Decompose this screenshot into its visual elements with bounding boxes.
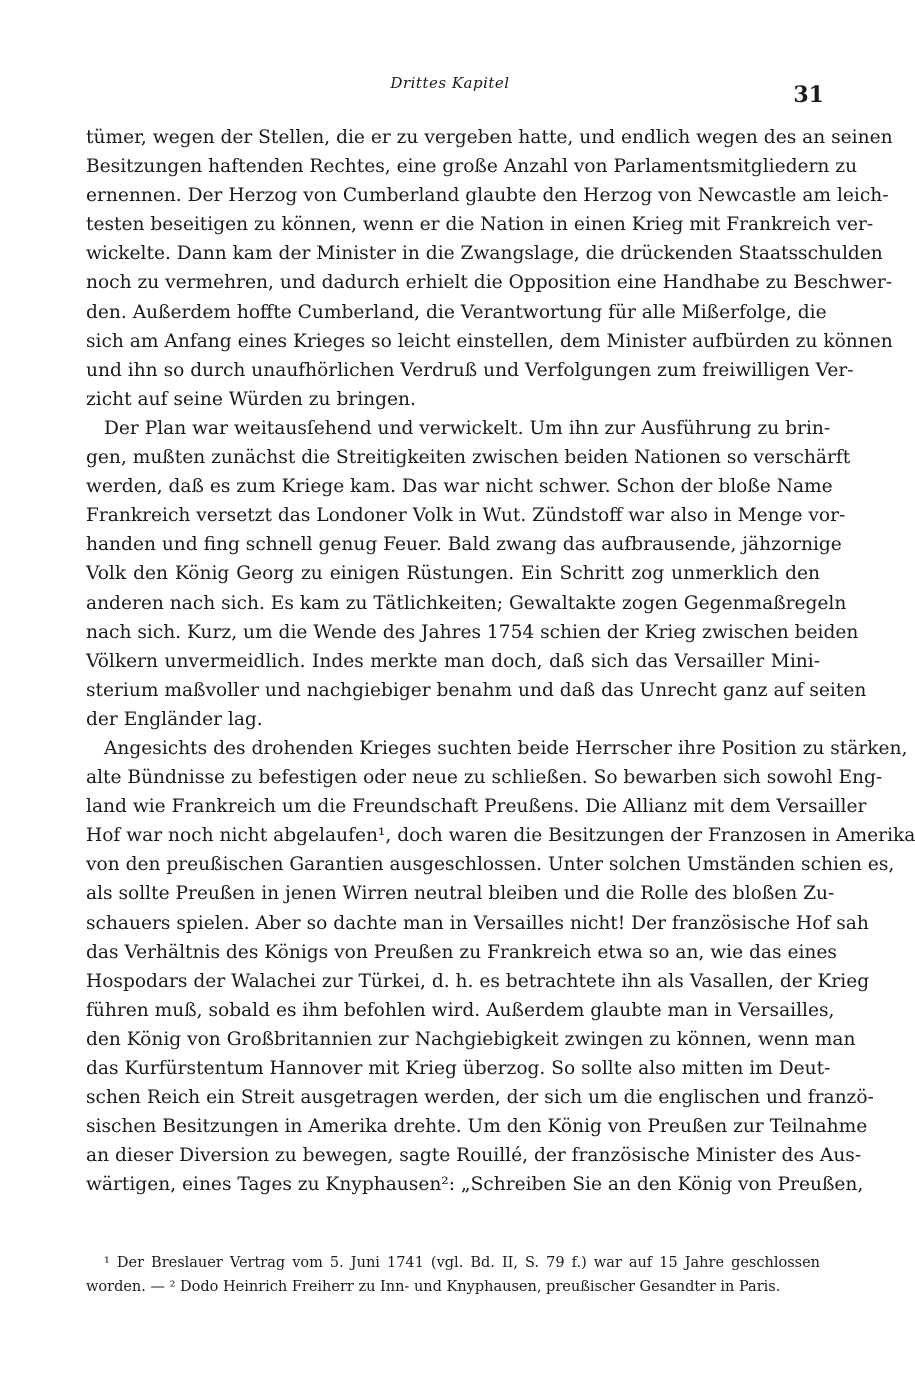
footnote-line: ¹ Der Breslauer Vertrag vom 5. Juni 1741 (vgl. Bd. II, S. 79 f.) war auf 15 Jahre geschlossen [104,1255,820,1271]
text-line: Völkern unvermeidlich. Indes merkte man doch, daß sich das Versailler Mini- [86,650,820,672]
text-line: der Engländer lag. [86,708,263,730]
text-line: testen beseitigen zu können, wenn er die Nation in einen Krieg mit Frankreich ver- [86,214,874,236]
paragraph [86,414,867,734]
body-text [86,123,915,1199]
text-line: Angesichts des drohenden Krieges suchten beide Herrscher ihre Position zu stärken, [104,737,908,759]
running-title: Drittes Kapitel [390,74,510,92]
text-line: den König von Großbritannien zur Nachgiebigkeit zwingen zu können, wenn man [86,1028,856,1050]
text-line: alte Bündnisse zu befestigen oder neue zu schließen. So bewarben sich sowohl Eng- [86,767,883,789]
paragraph [86,734,915,1200]
text-line: Hospodars der Walachei zur Türkei, d. h. es betrachtete ihn als Vasallen, der Krieg [86,970,870,992]
text-line: führen muß, sobald es ihm befohlen wird. Außerdem glaubte man in Versailles, [86,999,835,1021]
text-line: das Kurfürstentum Hannover mit Krieg überzog. So sollte also mitten im Deut- [86,1058,831,1079]
text-line: von den preußischen Garantien ausgeschlossen. Unter solchen Umständen schien es, [86,854,895,876]
paragraph [86,123,893,414]
text-line: land wie Frankreich um die Freundschaft Preußens. Die Allianz mit dem Versailler [86,796,867,818]
text-line: wickelte. Dann kam der Minister in die Zwangslage, die drückenden Staatsschulden [86,243,883,265]
text-line: ernennen. Der Herzog von Cumberland glaubte den Herzog von Newcastle am leich- [86,185,889,207]
footnote-line: worden. — ² Dodo Heinrich Freiherr zu Inn- und Knyphausen, preußischer Gesandter in Paris. [86,1279,781,1295]
text-line: noch zu vermehren, und dadurch erhielt die Opposition eine Handhabe zu Beschwer- [86,272,893,294]
text-line: Besitzungen haftenden Rechtes, eine große Anzahl von Parlamentsmitgliedern zu [86,156,858,178]
text-line: und ihn so durch unaufhörlichen Verdruß und Verfolgungen zum freiwilligen Ver- [86,359,854,381]
text-line: sischen Besitzungen in Amerika drehte. Um den König von Preußen zur Teilnahme [86,1116,868,1138]
text-line: anderen nach sich. Es kam zu Tätlichkeiten; Gewaltakte zogen Gegenmaßregeln [86,592,847,614]
text-line: nach sich. Kurz, um die Wende des Jahres 1754 schien der Krieg zwischen beiden [86,621,859,643]
text-line: zicht auf seine Würden zu bringen. [86,388,416,410]
text-line: Volk den König Georg zu einigen Rüstungen. Ein Schritt zog unmerklich den [86,563,820,585]
footnotes [86,1251,820,1299]
text-line: wärtigen, eines Tages zu Knyphausen²: „Schreiben Sie an den König von Preußen, [86,1174,864,1196]
text-line: tümer, wegen der Stellen, die er zu vergeben hatte, und endlich wegen des an seinen [86,127,893,148]
text-line: gen, mußten zunächst die Streitigkeiten zwischen beiden Nationen so verschärft [86,447,851,469]
page-number: 31 [793,82,824,108]
text-line: an dieser Diversion zu bewegen, sagte Rouillé, der französische Minister des Aus- [86,1145,862,1167]
text-line: sich am Anfang eines Krieges so leicht einstellen, dem Minister aufbürden zu können [86,330,893,352]
text-line: den. Außerdem hoffte Cumberland, die Verantwortung für alle Mißerfolge, die [86,301,827,323]
text-line: schen Reich ein Streit ausgetragen werden, der sich um die englischen und franzö- [86,1087,874,1109]
text-line: als sollte Preußen in jenen Wirren neutral bleiben und die Rolle des bloßen Zu- [86,883,835,905]
text-line: handen und fing schnell genug Feuer. Bald zwang das aufbrausende, jähzornige [86,534,842,556]
text-line: Der Plan war weitausſehend und verwickelt. Um ihn zur Ausführung zu brin- [104,417,831,439]
text-line: werden, daß es zum Kriege kam. Das war nicht schwer. Schon der bloße Name [86,476,833,498]
text-line: sterium maßvoller und nachgiebiger benahm und daß das Unrecht ganz auf seiten [86,679,867,701]
text-line: Frankreich versetzt das Londoner Volk in Wut. Zündstoff war also in Menge vor- [86,505,846,527]
text-line: Hof war noch nicht abgelaufen¹, doch waren die Besitzungen der Franzosen in Amerika [86,825,915,847]
text-line: das Verhältnis des Königs von Preußen zu Frankreich etwa so an, wie das eines [86,941,837,963]
text-line: schauers spielen. Aber so dachte man in Versailles nicht! Der französische Hof sah [86,912,869,934]
